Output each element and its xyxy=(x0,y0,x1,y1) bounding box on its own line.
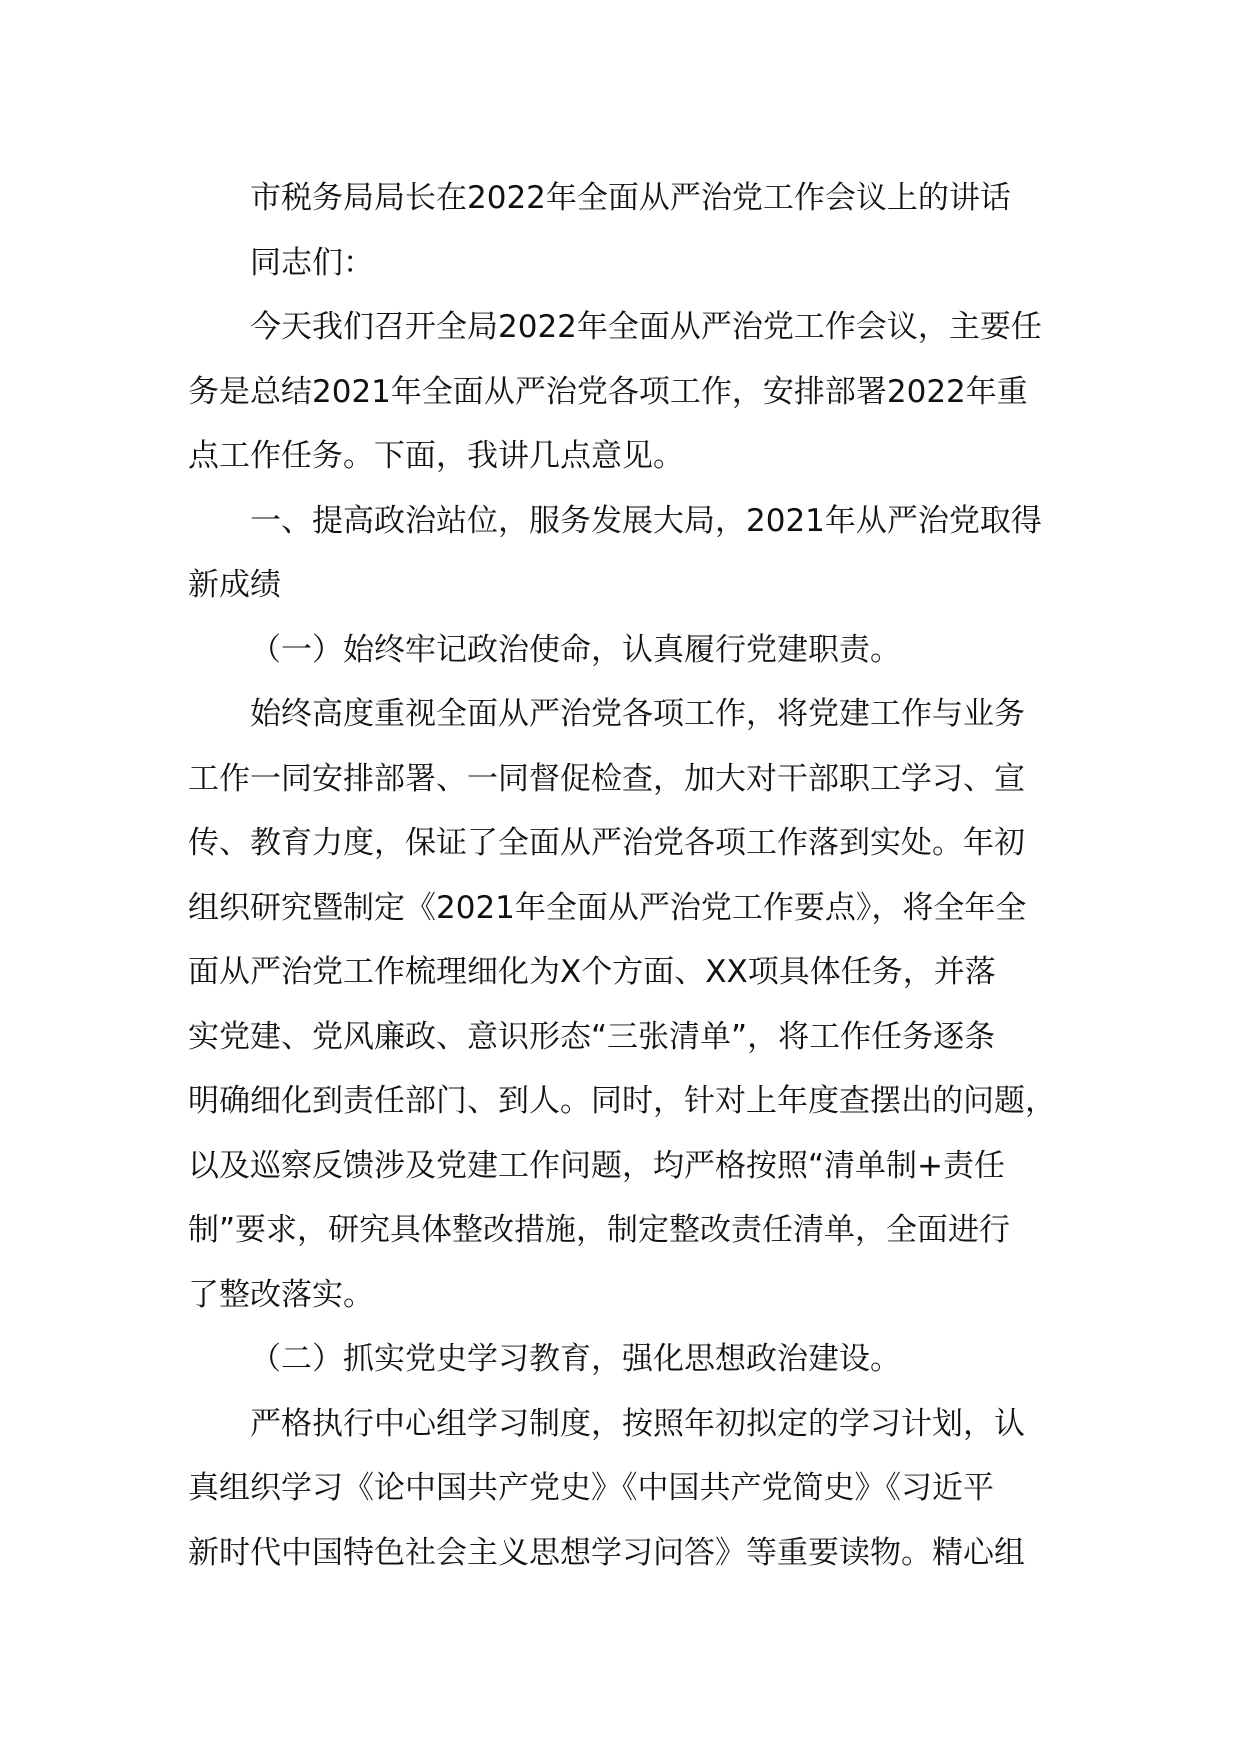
text-line: 明确细化到责任部门、到人。同时，针对上年度查摆出的问题， xyxy=(188,1083,1056,1119)
text-line: 新成绩 xyxy=(188,567,281,603)
text-line: 严格执行中心组学习制度，按照年初拟定的学习计划，认 xyxy=(250,1405,1025,1442)
document-page xyxy=(188,166,1056,1585)
text-line: （二）抓实党史学习教育，强化思想政治建设。 xyxy=(250,1341,901,1377)
text-line: 新时代中国特色社会主义思想学习问答》等重要读物。精心组 xyxy=(188,1534,1025,1571)
text-line: （一）始终牢记政治使命，认真履行党建职责。 xyxy=(250,631,901,668)
text-line: 面从严治党工作梳理细化为X个方面、XX项具体任务，并落 xyxy=(188,954,996,990)
text-line: 以及巡察反馈涉及党建工作问题，均严格按照“清单制+责任 xyxy=(188,1147,1006,1184)
text-line: 一、提高政治站位，服务发展大局，2021年从严治党取得 xyxy=(250,502,1042,539)
text-line: 制”要求，研究具体整改措施，制定整改责任清单，全面进行 xyxy=(188,1212,1011,1248)
text-line: 工作一同安排部署、一同督促检查，加大对干部职工学习、宣 xyxy=(188,760,1025,797)
text-line: 务是总结2021年全面从严治党各项工作，安排部署2022年重 xyxy=(188,373,1028,410)
text-line: 实党建、党风廉政、意识形态“三张清单”，将工作任务逐条 xyxy=(188,1018,996,1055)
text-line: 同志们： xyxy=(250,244,374,281)
document-title: 市税务局局长在2022年全面从严治党工作会议上的讲话 xyxy=(250,180,1011,216)
document-body xyxy=(188,231,1056,1586)
text-line: 始终高度重视全面从严治党各项工作，将党建工作与业务 xyxy=(250,696,1025,732)
text-line: 真组织学习《论中国共产党史》《中国共产党简史》《习近平 xyxy=(188,1470,994,1506)
text-line: 组织研究暨制定《2021年全面从严治党工作要点》，将全年全 xyxy=(188,889,1027,926)
text-line: 了整改落实。 xyxy=(188,1276,374,1313)
text-line: 传、教育力度，保证了全面从严治党各项工作落到实处。年初 xyxy=(188,825,1025,861)
text-line: 今天我们召开全局2022年全面从严治党工作会议，主要任 xyxy=(250,309,1042,345)
text-line: 点工作任务。下面，我讲几点意见。 xyxy=(188,438,684,474)
